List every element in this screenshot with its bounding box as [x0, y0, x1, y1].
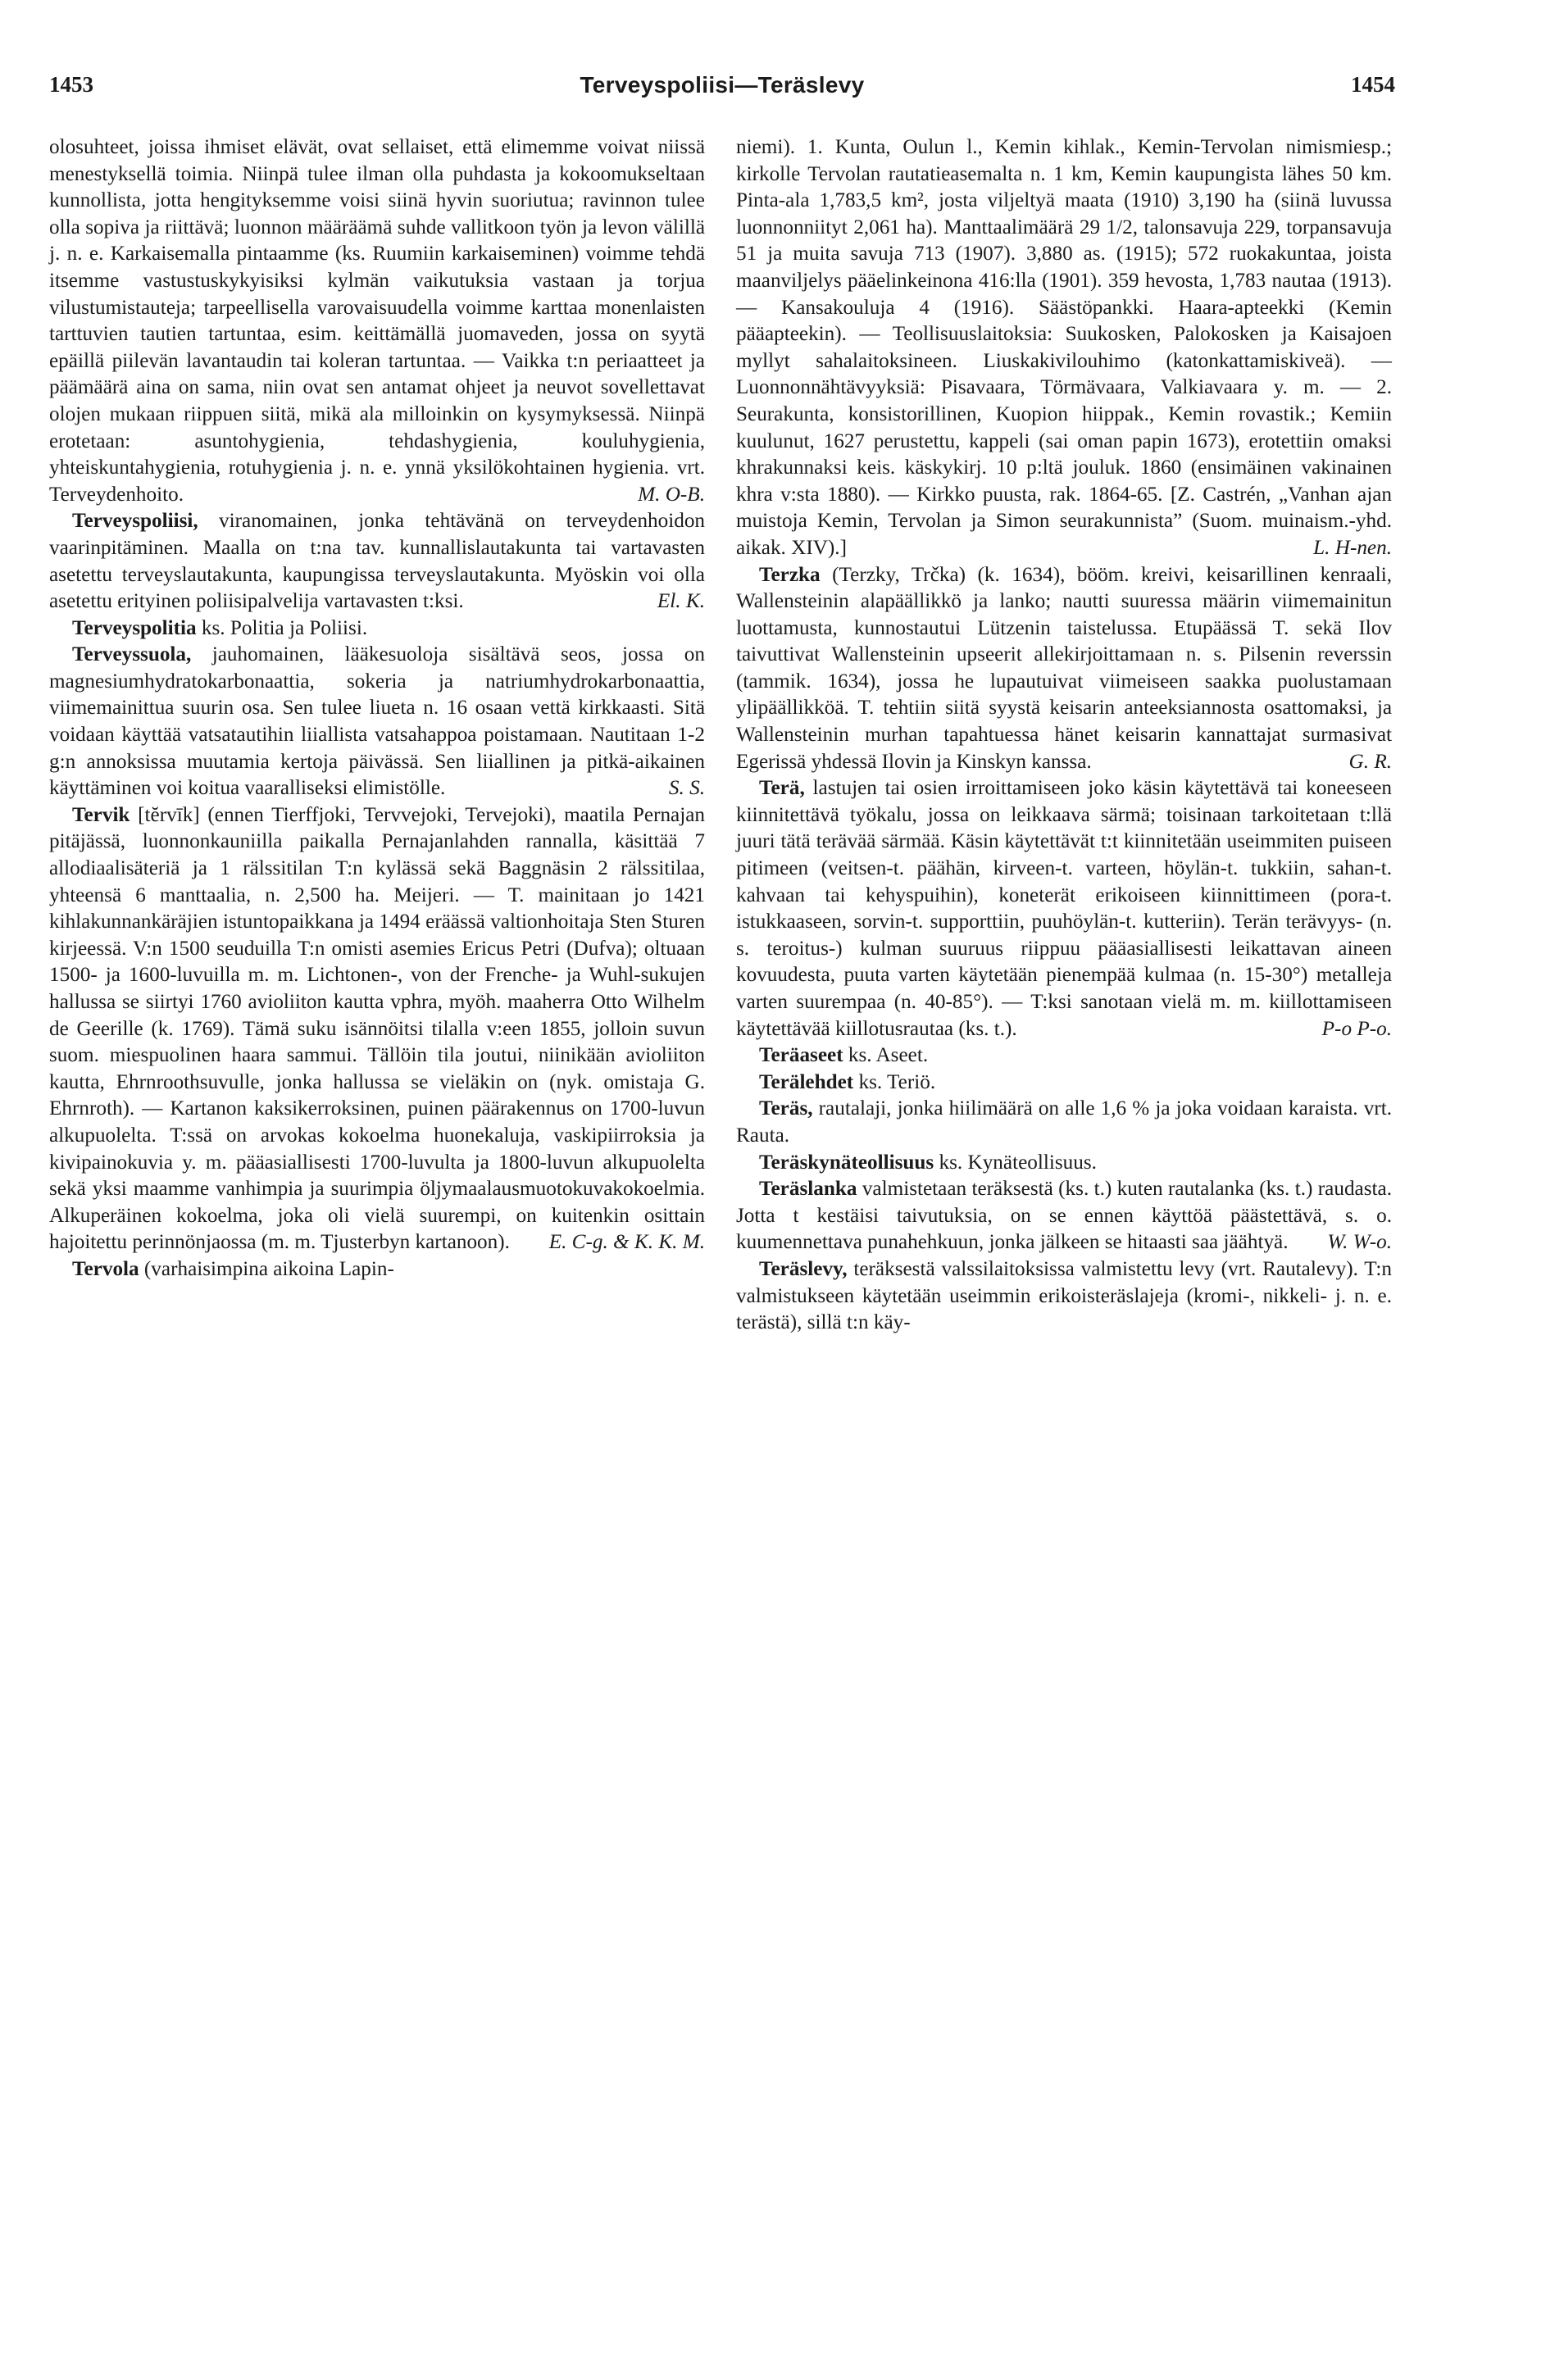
- entry-signature: P-o P-o.: [1321, 1017, 1392, 1040]
- headword: Tervola: [72, 1257, 139, 1280]
- entry-tervola: [49, 1256, 705, 1283]
- entry-terveydenhoito-cont: [49, 134, 705, 508]
- entry-text: jauhomainen, lääkesuoloja sisältävä seos, jossa on magnesiumhydratokarbonaattia, sokeria ja natriumhydrokarbonaattia, viimemainittua suurin osa. Sen tulee liueta n. 16 osaan vettä kirkkaasti. Sitä voidaan käyttää vatsatautihin liiallista vatsahappoa poistamaan. Nautitaan 1-2 g:n annoksissa muutamia kertoja päivässä. Sen liiallinen ja pitkä-aikainen käyttäminen voi koitua vaaralliseksi elimistölle.: [49, 643, 705, 800]
- page-number-right: 1454: [1351, 72, 1395, 97]
- page-number-left: 1453: [49, 72, 93, 97]
- headword: Tervik: [72, 803, 130, 826]
- entry-teraslanka: [736, 1176, 1392, 1256]
- entry-teraaseet: [736, 1042, 1392, 1070]
- entry-signature: S. S.: [668, 777, 705, 800]
- running-title: Terveyspoliisi—Teräslevy: [580, 72, 865, 98]
- entry-tervola-cont: [736, 134, 1392, 562]
- entry-terveyssuola: [49, 642, 705, 802]
- headword: Teräs,: [759, 1097, 813, 1120]
- headword: Teräslanka: [759, 1178, 857, 1201]
- entry-text: ks. Aseet.: [848, 1044, 929, 1067]
- headword: Terälehdet: [759, 1070, 854, 1093]
- entry-tervik: [49, 802, 705, 1256]
- entry-terzka: [736, 562, 1392, 776]
- entry-tera: [736, 775, 1392, 1042]
- entry-text: viranomainen, jonka tehtävänä on terveydenhoidon vaarinpitäminen. Maalla on t:na tav. kunnallislautakunta tai vartavasten asetettu terveyslautakunta, kaupungissa terveyslautakunta. Myöskin voi olla asetettu erityinen poliisipalvelija vartavasten t:ksi.: [49, 510, 706, 613]
- right-column: [736, 134, 1392, 1337]
- entry-signature: W. W-o.: [1327, 1231, 1392, 1254]
- entry-text: olosuhteet, joissa ihmiset elävät, ovat sellaiset, että elimemme voivat niissä menestyksellä toimia. Niinpä tulee ilman olla puhdasta ja kokoomukseltaan kunnollista, jotta hengityksemme voisi siinä hyvin suoriutua; ravinnon tulee olla sopiva ja riittävä; luonnon määräämä suhde vallitkoon työn ja levon välillä j. n. e. Karkaisemalla pintaamme (ks. Ruumiin karkaiseminen) voimme tehdä itsemme vastustuskykyisiksi kylmän vaikutuksia vastaan ja torjua vilustumistauteja; tarpeellisella varovaisuudella voimme karttaa monenlaisten tarttuvien tautien tartuntaa, esim. keittämällä juomaveden, jossa on syytä epäillä piilevän lavantaudin tai koleran tartuntaa. — Vaikka t:n periaatteet ja päämäärä aina on sama, niin ovat sen antamat ohjeet ja neuvot sovellettavat olojen mukaan riippuen siitä, mikä ala milloinkin on kysymyksessä. Niinpä erotetaan: asuntohygienia, tehdashygienia, kouluhygienia, yhteiskuntahygienia, rotuhygienia j. n. e. ynnä yksilökohtainen hygienia. vrt. Terveydenhoito.: [49, 136, 705, 506]
- entry-text: niemi). 1. Kunta, Oulun l., Kemin kihlak., Kemin-Tervolan nimismiesp.; kirkolle Tervolan rautatieasemalta n. 1 km, Kemin kaupungista lähes 50 km. Pinta-ala 1,783,5 km², josta viljeltyä maata (1910) 3,190 ha (siinä luvussa luonnonniityt 2,061 ha). Manttaalimäärä 29 1/2, talonsavuja 229, torpansavuja 51 ja muita savuja 713 (1907). 3,880 as. (1915); 572 ruokakuntaa, joista maanviljelys pääelinkeinona 416:lla (1901). 359 hevosta, 1,783 nautaa (1913). — Kansakouluja 4 (1916). Säästöpankki. Haara-apteekki (Kemin pääapteekin). — Teollisuuslaitoksia: Suukosken, Palokosken ja Kaisajoen myllyt sahalaitoksineen. Liuskakivilouhimo (katonkattamiskiveä). — Luonnonnähtävyyksiä: Pisavaara, Törmävaara, Valkiavaara y. m. — 2. Seurakunta, konsistorillinen, Kuopion hiippak., Kemin rovastik.; Kemiin kuulunut, 1627 perustettu, kappeli (sai oman papin 1673), erotettiin omaksi khrakunnaksi keis. käskykirj. 10 p:ltä jouluk. 1860 (ensimäinen vakinainen khra v:sta 1880). — Kirkko puusta, rak. 1864-65. [Z. Castrén, „Vanhan ajan muistoja Kemin, Tervolan ja Simon seurakunnista” (Suom. muinaism.-yhd. aikak. XIV).]: [736, 136, 1392, 559]
- entry-text: (Terzky, Trčka) (k. 1634), bööm. kreivi, keisarillinen kenraali, Wallensteinin alapäällikkö ja lanko; nautti suuressa määrin viimemainitun luottamusta, kunnostautui Lützenin taistelussa. Etupäässä T. sekä Ilov taivuttivat Wallensteinin upseerit allekirjoittamaan n. s. Pilsenin reverssin (tammik. 1634), jossa he lupautuivat viimeiseen saakka puolustamaan ylipäällikköä. T. tehtiin siitä syystä keisarin anteeksiannosta osattomaksi, ja Wallensteinin murhan tapahtuessa hänet keisarin kannattajat surmasivat Egerissä yhdessä Ilovin ja Kinskyn kanssa.: [736, 563, 1393, 773]
- entry-signature: E. C-g. & K. K. M.: [548, 1231, 705, 1254]
- entry-teraslevy: [736, 1256, 1392, 1337]
- entry-signature: M. O-B.: [638, 483, 705, 506]
- entry-teraskynateollisuus: [736, 1150, 1392, 1177]
- headword: Terä,: [759, 777, 805, 800]
- entry-signature: G. R.: [1348, 750, 1392, 773]
- entry-terveyspoliisi: [49, 508, 705, 615]
- page-header: [49, 72, 1395, 121]
- left-column: [49, 134, 705, 1283]
- entry-text: (varhaisimpina aikoina Lapin-: [143, 1257, 394, 1280]
- headword: Teräaseet: [759, 1044, 843, 1067]
- headword: Terveyssuola,: [72, 643, 192, 666]
- entry-teras: [736, 1096, 1392, 1149]
- entry-text: ks. Politia ja Poliisi.: [201, 616, 368, 639]
- entry-teralehdet: [736, 1070, 1392, 1097]
- headword: Terzka: [759, 563, 821, 586]
- entry-text: teräksestä valssilaitoksissa valmistettu levy (vrt. Rautalevy). T:n valmistukseen käytetään useimmin erikoisteräslajeja (kromi-, nikkeli- j. n. e. terästä), sillä t:n käy-: [736, 1257, 1393, 1334]
- entry-text: [tĕrvīk] (ennen Tierffjoki, Tervvejoki, Tervejoki), maatila Pernajan pitäjässä, luonnonkauniilla paikalla Pernajanlahden rannalla, käsittää 7 allodiaalisäteriä ja 1 rälssitilan T:n kylässä sekä Baggnäsin 2 rälssitilaa, yhteensä 6 manttaalia, n. 2,500 ha. Meijeri. — T. mainitaan jo 1421 kihlakunnankäräjien istuntopaikkana ja 1494 eräässä valtionhoitaja Sten Sturen kirjeessä. V:n 1500 seuduilla T:n omisti asemies Ericus Petri (Dufva); oltuaan 1500- ja 1600-luvuilla m. m. Lichtonen-, von der Frenche- ja Wuhl-sukujen hallussa se siirtyi 1760 avioliiton kautta vphra, myöh. maaherra Otto Wilhelm de Geerille (k. 1769). Tämä suku isännöitsi tilalla v:een 1855, jolloin suvun suom. miespuolinen haara sammui. Tällöin tila joutui, niinikään avioliiton kautta, Ehrnroothsuvulle, jonka hallussa se vieläkin on (nyk. omistaja G. Ehrnroth). — Kartanon kaksikerroksinen, puinen päärakennus on 1700-luvun alkupuolelta. T:ssä on arvokas kokoelma huonekaluja, vaskipiirroksia ja kivipainokuvia y. m. pääasiallisesti 1700-luvulta ja 1800-luvun alkupuolelta sekä yksi maamme vanhimpia ja suurimpia öljymaalausmuotokuvakokoelmia. Alkuperäinen kokoelma, joka oli vielä suurempi, on kuitenkin osittain hajoitettu perinnönjaossa (m. m. Tjusterbyn kartanoon).: [49, 803, 706, 1254]
- headword: Teräskynäteollisuus: [759, 1151, 934, 1174]
- entry-text: ks. Kynäteollisuus.: [939, 1151, 1097, 1174]
- headword: Terveyspoliisi,: [72, 510, 198, 533]
- entry-text: rautalaji, jonka hiilimäärä on alle 1,6 % ja joka voidaan karaista. vrt. Rauta.: [736, 1097, 1393, 1147]
- headword: Teräslevy,: [759, 1257, 848, 1280]
- headword: Terveyspolitia: [72, 616, 197, 639]
- entry-signature: L. H-nen.: [1313, 536, 1392, 559]
- entry-terveyspolitia: [49, 615, 705, 643]
- entry-signature: El. K.: [657, 590, 705, 613]
- entry-text: ks. Teriö.: [858, 1070, 936, 1093]
- entry-text: valmistetaan teräksestä (ks. t.) kuten rautalanka (ks. t.) raudasta. Jotta t kestäisi taivutuksia, on se ennen käyttöä päästettävä, s. o. kuumennettava punahehkuun, jonka jälkeen se hitaasti saa jäähtyä.: [736, 1178, 1392, 1254]
- entry-text: lastujen tai osien irroittamiseen joko käsin käytettävä tai koneeseen kiinnitettävä työkalu, jossa on leikkaava särmä; toisinaan tarkoitetaan t:llä juuri tätä terävää särmää. Käsin käytettävät t:t kiinnitetään useimmiten puiseen pitimeen (veitsen-t. päähän, kirveen-t. varteen, höylän-t. tukkiin, sahan-t. kahvaan tai kehyspuihin), koneterät erikoiseen kiinnittimeen (pora-t. istukkaaseen, sorvin-t. supporttiin, puuhöylän-t. kutteriin). Terän terävyys- (n. s. teroitus-) kulman suuruus riippuu pääasiallisesti leikattavan aineen kovuudesta, puuta varten käytetään pienempää kulmaa (n. 15-30°) metalleja varten suurempaa (n. 40-85°). — T:ksi sanotaan vielä m. m. kiillottamiseen käytettävää kiillotusrautaa (ks. t.).: [736, 777, 1392, 1040]
